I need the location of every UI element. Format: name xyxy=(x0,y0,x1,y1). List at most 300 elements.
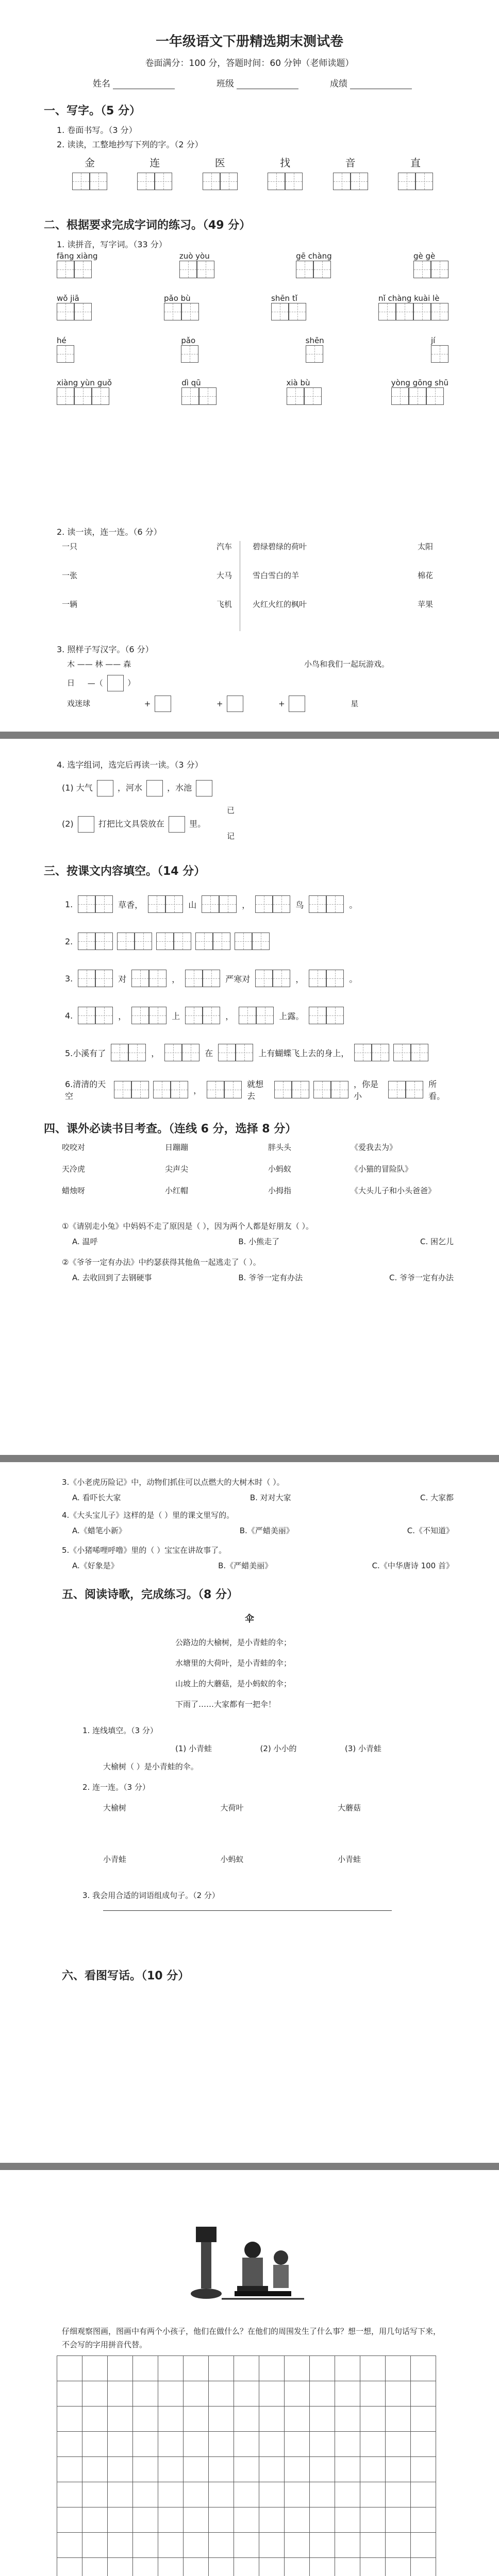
grid-cell[interactable] xyxy=(184,2507,209,2533)
fill-text: 6.清清的天空 xyxy=(65,1079,106,1101)
tianzige-box[interactable] xyxy=(95,1007,113,1024)
tianzige-box[interactable] xyxy=(92,387,109,405)
grid-cell[interactable] xyxy=(184,2381,209,2406)
tianzige-box[interactable] xyxy=(199,387,217,405)
grid-cell[interactable] xyxy=(360,2356,386,2381)
grid-cell[interactable] xyxy=(108,2533,133,2558)
grid-cell[interactable] xyxy=(310,2457,335,2482)
grid-cell[interactable] xyxy=(158,2558,184,2576)
match-column xyxy=(351,1142,436,1207)
grid-cell[interactable] xyxy=(310,2533,335,2558)
match-left[interactable]: 雪白雪白的羊 xyxy=(253,571,300,580)
grid-cell[interactable] xyxy=(386,2457,411,2482)
tianzige-box[interactable] xyxy=(185,970,203,987)
grid-cell[interactable] xyxy=(411,2406,436,2432)
tianzige-box[interactable] xyxy=(218,1044,236,1061)
tianzige-box[interactable] xyxy=(326,895,344,913)
grid-cell[interactable] xyxy=(57,2457,82,2482)
tianzige-box[interactable] xyxy=(131,1081,149,1098)
grid-cell[interactable] xyxy=(234,2507,259,2533)
tianzige-box[interactable] xyxy=(224,1081,242,1098)
grid-cell[interactable] xyxy=(411,2381,436,2406)
match-right[interactable]: 太阳 xyxy=(417,542,433,551)
grid-cell[interactable] xyxy=(234,2482,259,2507)
tianzige-box[interactable] xyxy=(128,1044,146,1061)
tianzige-box[interactable] xyxy=(409,387,426,405)
q4-char-top: 已 xyxy=(227,806,235,815)
grid-cell[interactable] xyxy=(82,2432,108,2457)
grid-cell[interactable] xyxy=(285,2558,310,2576)
tianzige-box[interactable] xyxy=(239,1007,256,1024)
grid-cell[interactable] xyxy=(57,2381,82,2406)
match-row xyxy=(62,541,232,570)
grid-cell[interactable] xyxy=(386,2381,411,2406)
tianzige-box[interactable] xyxy=(289,303,306,320)
grid-cell[interactable] xyxy=(259,2558,285,2576)
tianzige-box[interactable] xyxy=(148,895,165,913)
grid-cell[interactable] xyxy=(82,2457,108,2482)
grid-cell[interactable] xyxy=(234,2356,259,2381)
tianzige-box[interactable] xyxy=(95,895,113,913)
tianzige-box[interactable] xyxy=(255,970,273,987)
grid-cell[interactable] xyxy=(108,2406,133,2432)
grid-cell[interactable] xyxy=(360,2457,386,2482)
answer-box[interactable] xyxy=(97,780,113,796)
pinyin-item xyxy=(181,336,198,363)
tianzige-box[interactable] xyxy=(296,261,313,278)
grid-cell[interactable] xyxy=(158,2482,184,2507)
grid-cell[interactable] xyxy=(133,2406,158,2432)
grid-cell[interactable] xyxy=(335,2406,360,2432)
grid-cell[interactable] xyxy=(259,2457,285,2482)
q4-row2: (2) 打把比文具袋放在 里。 xyxy=(62,816,206,833)
grid-cell[interactable] xyxy=(310,2558,335,2576)
grid-cell[interactable] xyxy=(57,2507,82,2533)
tianzige-box[interactable] xyxy=(406,1081,423,1098)
tianzige-box[interactable] xyxy=(313,261,331,278)
grid-cell[interactable] xyxy=(234,2558,259,2576)
tianzige-box[interactable] xyxy=(203,1007,220,1024)
tianzige-box[interactable] xyxy=(313,1081,331,1098)
grid-cell[interactable] xyxy=(386,2432,411,2457)
grid-cell[interactable] xyxy=(411,2507,436,2533)
tianzige-box[interactable] xyxy=(292,1081,309,1098)
grid-cell[interactable] xyxy=(209,2558,234,2576)
grid-cell[interactable] xyxy=(209,2381,234,2406)
tianzige-box[interactable] xyxy=(235,933,252,950)
match-item[interactable]: 蜡烛呀 xyxy=(62,1186,86,1195)
grid-cell[interactable] xyxy=(386,2558,411,2576)
grid-cell[interactable] xyxy=(386,2356,411,2381)
grid-cell[interactable] xyxy=(335,2558,360,2576)
grid-cell[interactable] xyxy=(108,2558,133,2576)
tianzige-box[interactable] xyxy=(431,345,448,363)
tianzige-box[interactable] xyxy=(309,1007,326,1024)
grid-cell[interactable] xyxy=(158,2406,184,2432)
grid-cell[interactable] xyxy=(133,2432,158,2457)
grid-cell[interactable] xyxy=(57,2533,82,2558)
tianzige-box[interactable] xyxy=(396,303,413,320)
answer-box[interactable] xyxy=(196,780,212,796)
grid-cell[interactable] xyxy=(209,2482,234,2507)
grid-cell[interactable] xyxy=(411,2356,436,2381)
grid-cell[interactable] xyxy=(57,2558,82,2576)
grid-cell[interactable] xyxy=(108,2507,133,2533)
grid-cell[interactable] xyxy=(259,2406,285,2432)
tianzige-box[interactable] xyxy=(268,173,285,190)
section2-q4: 4. 选字组词，选完后再读一读。（3 分） xyxy=(57,760,203,770)
grid-cell[interactable] xyxy=(108,2381,133,2406)
match-right[interactable]: 汽车 xyxy=(216,542,232,551)
tianzige-box[interactable] xyxy=(203,970,220,987)
tianzige-box[interactable] xyxy=(354,1044,372,1061)
pinyin-item xyxy=(179,251,214,278)
grid-cell[interactable] xyxy=(335,2533,360,2558)
tianzige-box[interactable] xyxy=(171,1081,188,1098)
grid-cell[interactable] xyxy=(259,2356,285,2381)
tianzige-box[interactable] xyxy=(156,933,174,950)
grid-cell[interactable] xyxy=(82,2356,108,2381)
tianzige-box[interactable] xyxy=(388,1081,406,1098)
section5-title: 五、阅读诗歌，完成练习。（8 分） xyxy=(62,1588,238,1601)
grid-cell[interactable] xyxy=(108,2457,133,2482)
grid-cell[interactable] xyxy=(360,2482,386,2507)
grid-cell[interactable] xyxy=(57,2406,82,2432)
pinyin-label: shēn tǐ xyxy=(271,294,297,303)
tianzige-box[interactable] xyxy=(131,970,149,987)
match-item[interactable]: 天冷虎 xyxy=(62,1164,86,1174)
grid-cell[interactable] xyxy=(133,2558,158,2576)
answer-box[interactable] xyxy=(169,816,185,833)
tianzige-box[interactable] xyxy=(57,303,74,320)
grid-cell[interactable] xyxy=(234,2432,259,2457)
tianzige-box[interactable] xyxy=(426,387,444,405)
answer-box[interactable] xyxy=(289,696,305,712)
grid-cell[interactable] xyxy=(259,2381,285,2406)
tianzige-box[interactable] xyxy=(287,387,304,405)
match-left[interactable]: 一只 xyxy=(62,542,78,551)
grid-cell[interactable] xyxy=(360,2406,386,2432)
grid-cell[interactable] xyxy=(133,2533,158,2558)
grid-cell[interactable] xyxy=(411,2533,436,2558)
grid-cell[interactable] xyxy=(335,2356,360,2381)
grid-cell[interactable] xyxy=(234,2457,259,2482)
grid-cell[interactable] xyxy=(209,2432,234,2457)
tianzige-box[interactable] xyxy=(306,345,323,363)
tianzige-box[interactable] xyxy=(219,895,237,913)
tianzige-box[interactable] xyxy=(195,933,213,950)
tianzige-box[interactable] xyxy=(57,261,74,278)
match-left[interactable]: 碧绿碧绿的荷叶 xyxy=(253,542,307,551)
tianzige-box[interactable] xyxy=(391,387,409,405)
grid-cell[interactable] xyxy=(184,2406,209,2432)
grid-cell[interactable] xyxy=(209,2457,234,2482)
grid-cell[interactable] xyxy=(360,2432,386,2457)
match-left[interactable]: 一辆 xyxy=(62,600,78,609)
grid-cell[interactable] xyxy=(158,2507,184,2533)
grid-cell[interactable] xyxy=(360,2533,386,2558)
match-item[interactable]: 咬咬对 xyxy=(62,1143,86,1152)
match-item[interactable]: 《小猫的冒险队》 xyxy=(351,1164,413,1174)
tianzige-box[interactable] xyxy=(398,173,415,190)
grid-cell[interactable] xyxy=(82,2558,108,2576)
grid-cell[interactable] xyxy=(411,2482,436,2507)
tianzige-box[interactable] xyxy=(164,1044,182,1061)
grid-cell[interactable] xyxy=(386,2533,411,2558)
page-separator xyxy=(0,1455,499,1462)
tianzige-box[interactable] xyxy=(333,173,351,190)
grid-cell[interactable] xyxy=(57,2432,82,2457)
grid-cell[interactable] xyxy=(82,2533,108,2558)
grid-cell[interactable] xyxy=(209,2533,234,2558)
grid-cell[interactable] xyxy=(133,2507,158,2533)
grid-cell[interactable] xyxy=(335,2482,360,2507)
grid-cell[interactable] xyxy=(158,2432,184,2457)
grid-cell[interactable] xyxy=(335,2381,360,2406)
tianzige-box[interactable] xyxy=(351,173,368,190)
grid-cell[interactable] xyxy=(285,2406,310,2432)
tianzige-box[interactable] xyxy=(372,1044,389,1061)
tianzige-box[interactable] xyxy=(207,1081,224,1098)
tianzige-box[interactable] xyxy=(114,1081,131,1098)
grid-cell[interactable] xyxy=(259,2507,285,2533)
tianzige-box[interactable] xyxy=(203,173,220,190)
match-item[interactable]: 胖头头 xyxy=(268,1143,292,1152)
tianzige-box[interactable] xyxy=(255,895,273,913)
pinyin-label: yòng gōng shū xyxy=(391,378,448,387)
pinyin-item xyxy=(391,378,448,405)
grid-cell[interactable] xyxy=(82,2482,108,2507)
tianzige-box[interactable] xyxy=(117,933,135,950)
tianzige-box[interactable] xyxy=(197,261,214,278)
tianzige-box[interactable] xyxy=(252,933,270,950)
tianzige-box[interactable] xyxy=(256,1007,274,1024)
tianzige-box[interactable] xyxy=(78,970,95,987)
grid-cell[interactable] xyxy=(133,2356,158,2381)
tianzige-box[interactable] xyxy=(74,387,92,405)
grid-cell[interactable] xyxy=(209,2406,234,2432)
tianzige-box[interactable] xyxy=(309,970,326,987)
tianzige-box[interactable] xyxy=(131,1007,149,1024)
match-right[interactable]: 飞机 xyxy=(216,600,232,609)
tianzige-box[interactable] xyxy=(164,303,181,320)
match-left[interactable]: 火红火红的枫叶 xyxy=(253,600,307,609)
grid-cell[interactable] xyxy=(184,2558,209,2576)
grid-cell[interactable] xyxy=(259,2482,285,2507)
tianzige-box[interactable] xyxy=(309,895,326,913)
grid-cell[interactable] xyxy=(82,2507,108,2533)
section4-match xyxy=(62,1142,454,1214)
tianzige-box[interactable] xyxy=(431,303,448,320)
answer-box[interactable] xyxy=(107,675,124,691)
tianzige-box[interactable] xyxy=(304,387,322,405)
grid-cell[interactable] xyxy=(386,2507,411,2533)
tianzige-box[interactable] xyxy=(72,173,90,190)
tianzige-box[interactable] xyxy=(274,1081,292,1098)
grid-cell[interactable] xyxy=(57,2356,82,2381)
grid-cell[interactable] xyxy=(158,2457,184,2482)
grid-cell[interactable] xyxy=(285,2482,310,2507)
tianzige-box[interactable] xyxy=(285,173,303,190)
copy-char-item xyxy=(398,155,433,190)
grid-cell[interactable] xyxy=(184,2482,209,2507)
grid-cell[interactable] xyxy=(108,2482,133,2507)
tianzige-box[interactable] xyxy=(135,933,152,950)
grid-cell[interactable] xyxy=(234,2533,259,2558)
grid-cell[interactable] xyxy=(209,2356,234,2381)
grid-cell[interactable] xyxy=(335,2507,360,2533)
grid-cell[interactable] xyxy=(108,2432,133,2457)
section6-prompt: 仔细观察图画，图画中有两个小孩子，他们在做什么？在他们的周围发生了什么事？想一想，用几句话写下来，不会写的字用拼音代替。 xyxy=(62,2327,441,2349)
tianzige-box[interactable] xyxy=(165,895,183,913)
match-row xyxy=(253,570,433,599)
tianzige-box[interactable] xyxy=(95,970,113,987)
grid-cell[interactable] xyxy=(209,2507,234,2533)
tianzige-box[interactable] xyxy=(236,1044,253,1061)
grid-cell[interactable] xyxy=(285,2381,310,2406)
answer-box[interactable] xyxy=(146,780,163,796)
answer-box[interactable] xyxy=(78,816,94,833)
grid-cell[interactable] xyxy=(184,2457,209,2482)
tianzige-box[interactable] xyxy=(378,303,396,320)
s4-q4: 4.《大头宝儿子》这样的是（ ）里的课文里写的。 xyxy=(62,1511,235,1520)
answer-line[interactable] xyxy=(103,1910,392,1911)
grid-cell[interactable] xyxy=(158,2381,184,2406)
grid-cell[interactable] xyxy=(158,2356,184,2381)
grid-cell[interactable] xyxy=(335,2432,360,2457)
tianzige-box[interactable] xyxy=(149,1007,167,1024)
tianzige-box[interactable] xyxy=(155,173,172,190)
match-item[interactable]: 小红帽 xyxy=(165,1186,189,1195)
tianzige-box[interactable] xyxy=(78,895,95,913)
grid-cell[interactable] xyxy=(411,2457,436,2482)
grid-cell[interactable] xyxy=(259,2533,285,2558)
pinyin-label: wǒ jiā xyxy=(57,294,79,303)
grid-cell[interactable] xyxy=(360,2558,386,2576)
tianzige-box[interactable] xyxy=(57,387,74,405)
tianzige-box[interactable] xyxy=(326,970,344,987)
grid-cell[interactable] xyxy=(310,2482,335,2507)
tianzige-box[interactable] xyxy=(393,1044,411,1061)
grid-cell[interactable] xyxy=(386,2406,411,2432)
tianzige-box[interactable] xyxy=(271,303,289,320)
grid-cell[interactable] xyxy=(57,2482,82,2507)
grid-cell[interactable] xyxy=(285,2356,310,2381)
writing-grid[interactable] xyxy=(57,2355,436,2576)
grid-cell[interactable] xyxy=(158,2533,184,2558)
tianzige-box[interactable] xyxy=(415,173,433,190)
match-right[interactable]: 棉花 xyxy=(417,571,433,580)
match-item[interactable]: 尖声尖 xyxy=(165,1164,189,1174)
tianzige-box[interactable] xyxy=(74,261,92,278)
tianzige-box[interactable] xyxy=(182,1044,199,1061)
tianzige-box[interactable] xyxy=(74,303,92,320)
tianzige-box[interactable] xyxy=(181,345,198,363)
tianzige-box[interactable] xyxy=(411,1044,428,1061)
grid-cell[interactable] xyxy=(184,2432,209,2457)
tianzige-box[interactable] xyxy=(220,173,238,190)
page-separator xyxy=(0,732,499,739)
tianzige-box[interactable] xyxy=(153,1081,171,1098)
grid-cell[interactable] xyxy=(285,2432,310,2457)
grid-cell[interactable] xyxy=(335,2457,360,2482)
grid-cell[interactable] xyxy=(285,2507,310,2533)
name-field[interactable]: 姓名 xyxy=(93,76,175,89)
tianzige-box[interactable] xyxy=(181,387,199,405)
tianzige-box[interactable] xyxy=(413,303,431,320)
tianzige-box[interactable] xyxy=(331,1081,348,1098)
grid-cell[interactable] xyxy=(360,2381,386,2406)
tianzige-box[interactable] xyxy=(213,933,230,950)
grid-cell[interactable] xyxy=(360,2507,386,2533)
match-item[interactable]: 《大头儿子和小头爸爸》 xyxy=(351,1186,436,1195)
grid-cell[interactable] xyxy=(234,2406,259,2432)
tianzige-box[interactable] xyxy=(111,1044,128,1061)
tianzige-box[interactable] xyxy=(202,895,219,913)
grid-cell[interactable] xyxy=(285,2533,310,2558)
grid-cell[interactable] xyxy=(108,2356,133,2381)
tianzige-box[interactable] xyxy=(413,261,431,278)
grid-cell[interactable] xyxy=(184,2533,209,2558)
match-left[interactable]: 一张 xyxy=(62,571,78,580)
grid-cell[interactable] xyxy=(310,2432,335,2457)
grid-cell[interactable] xyxy=(133,2482,158,2507)
match-right[interactable]: 大马 xyxy=(216,571,232,580)
grid-cell[interactable] xyxy=(133,2381,158,2406)
match-item[interactable]: 小蚂蚁 xyxy=(268,1164,292,1174)
grid-cell[interactable] xyxy=(285,2457,310,2482)
tianzige-box[interactable] xyxy=(273,895,290,913)
match-right[interactable]: 苹果 xyxy=(417,600,433,609)
grid-cell[interactable] xyxy=(411,2558,436,2576)
tianzige-box[interactable] xyxy=(174,933,191,950)
grid-cell[interactable] xyxy=(386,2482,411,2507)
tianzige-box[interactable] xyxy=(185,1007,203,1024)
tianzige-box[interactable] xyxy=(90,173,107,190)
grid-cell[interactable] xyxy=(184,2356,209,2381)
tianzige-box[interactable] xyxy=(326,1007,344,1024)
grid-cell[interactable] xyxy=(234,2381,259,2406)
tianzige-box[interactable] xyxy=(95,933,113,950)
tianzige-box[interactable] xyxy=(149,970,167,987)
class-field[interactable]: 班级 xyxy=(217,76,298,89)
match-item[interactable]: 《爱我去为》 xyxy=(351,1143,397,1152)
grid-cell[interactable] xyxy=(310,2356,335,2381)
grid-cell[interactable] xyxy=(259,2432,285,2457)
fill-text: ，你是小 xyxy=(353,1079,378,1101)
tianzige-box[interactable] xyxy=(181,303,199,320)
grid-cell[interactable] xyxy=(310,2507,335,2533)
tianzige-box[interactable] xyxy=(57,345,74,363)
tianzige-box[interactable] xyxy=(78,933,95,950)
grid-cell[interactable] xyxy=(133,2457,158,2482)
match-item[interactable]: 小拇指 xyxy=(268,1186,292,1195)
answer-box[interactable] xyxy=(155,696,171,712)
tianzige-box[interactable] xyxy=(431,261,448,278)
score-field[interactable]: 成绩 xyxy=(330,76,412,89)
grid-cell[interactable] xyxy=(82,2381,108,2406)
grid-cell[interactable] xyxy=(310,2381,335,2406)
grid-cell[interactable] xyxy=(82,2406,108,2432)
answer-box[interactable] xyxy=(227,696,243,712)
tianzige-box[interactable] xyxy=(78,1007,95,1024)
tianzige-box[interactable] xyxy=(273,970,290,987)
tianzige-box[interactable] xyxy=(137,173,155,190)
tianzige-box[interactable] xyxy=(179,261,197,278)
match-item[interactable]: 日蹦蹦 xyxy=(165,1143,189,1152)
grid-cell[interactable] xyxy=(310,2406,335,2432)
grid-cell[interactable] xyxy=(411,2432,436,2457)
